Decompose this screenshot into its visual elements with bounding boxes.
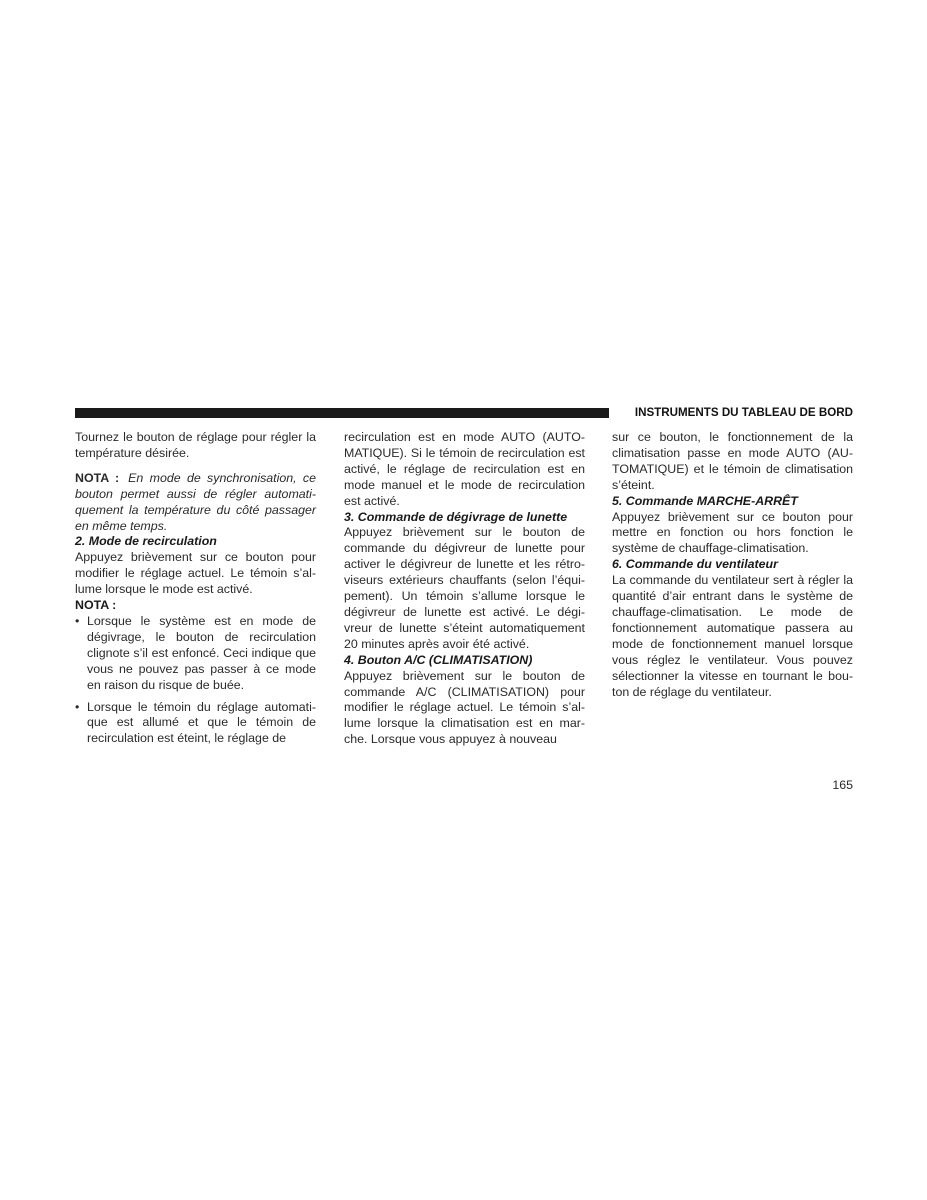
intro-paragraph: Tournez le bouton de réglage pour régler la température désirée. [75,430,316,460]
section-heading-blower: 6. Commande du ventilateur [612,557,778,572]
note-bullet-list [75,614,316,747]
bullet-text: Lorsque le témoin du réglage automatique est allumé et que le témoin de recirculation est éteint, le réglage de [87,699,316,746]
section-heading-rear-defrost: 3. Commande de dégivrage de lunette [344,509,568,524]
page-number: 165 [832,778,853,792]
note-label: NOTA : [75,470,120,485]
section-heading-on-off: 5. Commande MARCHE-ARRÊT [612,493,798,508]
bullet-item [75,614,316,694]
section-heading-recirculation: 2. Mode de recirculation [75,534,217,549]
note-heading: NOTA : [75,598,117,613]
continuation-paragraph: sur ce bouton, le fonctionnement de la climatisation passe en mode AUTO (AUTOMATIQUE) et le témoin de climatisation s’éteint. [612,430,853,492]
text-column-left [75,430,316,753]
section-text-rear-defrost: Appuyez brièvement sur le bouton de commande du dégivreur de lunette pour activer le dégivreur de lunette et les rétroviseurs extérieurs chauffants (selon l’équipement). Un témoin s’allume lorsque le dégivreur de lunette est activé. Le dégivreur de lunette s’éteint automatiquement 20 minutes après avoir été activé. [344,525,585,651]
text-column-middle [344,430,585,748]
header-rule [75,408,609,418]
text-column-right [612,430,853,700]
section-heading-ac: 4. Bouton A/C (CLIMATISATION) [344,652,533,667]
section-header-title: INSTRUMENTS DU TABLEAU DE BORD [634,406,853,419]
bullet-text: Lorsque le système est en mode de dégivrage, le bouton de recirculation clignote s’il est enfoncé. Ceci indique que vous ne pouvez pas passer à ce mode en raison du risque de buée. [87,613,316,692]
note-text: En mode de synchronisation, ce bouton permet aussi de régler automatiquement la température du côté passager en même temps. [75,470,316,533]
section-text-on-off: Appuyez brièvement sur ce bouton pour mettre en fonction ou hors fonction le système de chauffage-climatisation. [612,509,853,556]
bullet-item [75,700,316,748]
section-text-ac: Appuyez brièvement sur le bouton de commande A/C (CLIMATISATION) pour modifier le réglage actuel. Le témoin s’allume lorsque la climatisation est en marche. Lorsque vous appuyez à nouveau [344,668,585,747]
section-text-recirculation: Appuyez brièvement sur ce bouton pour modifier le réglage actuel. Le témoin s’allume lorsque le mode est activé. [75,550,316,597]
section-text-blower: La commande du ventilateur sert à régler la quantité d’air entrant dans le système de chauffage-climatisation. Le mode de fonctionnement automatique passera au mode de fonctionnement manuel lorsque vous réglez le ventilateur. Vous pouvez sélectionner la vitesse en tournant le bouton de réglage du ventilateur. [612,573,853,699]
bullet-dot: • [75,699,80,714]
bullet-dot: • [75,613,80,628]
continuation-paragraph: recirculation est en mode AUTO (AUTOMATIQUE). Si le témoin de recirculation est activé, le réglage de recirculation est en mode manuel et le mode de recirculation est activé. [344,430,585,508]
note-paragraph [75,471,316,535]
